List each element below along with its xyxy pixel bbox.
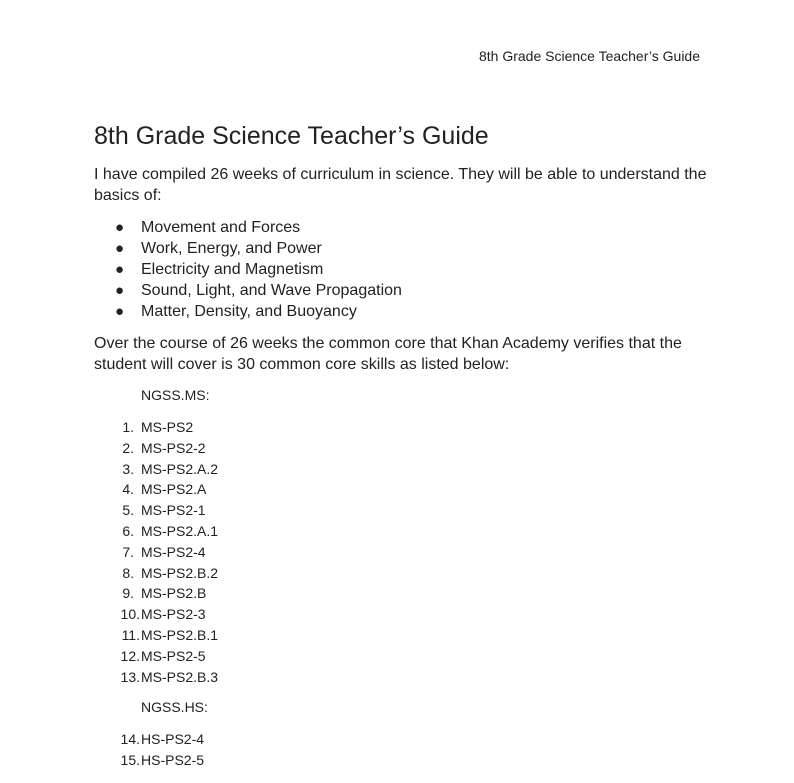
list-item (94, 479, 714, 500)
hs-skills-list (94, 729, 714, 771)
item-number: 4. (122, 481, 134, 498)
skill-code: MS-PS2-3 (141, 606, 206, 623)
list-item (94, 217, 714, 238)
skill-code: MS-PS2 (141, 419, 194, 435)
list-item (94, 521, 714, 542)
skill-code: MS-PS2.A (141, 481, 207, 498)
item-number: 10. (120, 606, 140, 623)
bullet-icon: ● (115, 303, 125, 320)
skill-code: MS-PS2.B.2 (141, 564, 219, 581)
item-number: 5. (122, 502, 134, 519)
document-body (94, 119, 714, 782)
list-item (94, 604, 714, 625)
skill-code: MS-PS2-5 (141, 647, 206, 664)
list-item (94, 583, 714, 604)
list-item (94, 280, 714, 301)
skill-code: HS-PS2-4 (141, 731, 205, 748)
running-header: 8th Grade Science Teacher’s Guide (478, 48, 700, 64)
list-item (94, 417, 714, 438)
list-item (94, 750, 714, 771)
item-number: 3. (122, 460, 134, 477)
skill-code: MS-PS2.B.3 (141, 668, 219, 685)
skill-code: MS-PS2.A.2 (141, 460, 219, 477)
list-item (94, 238, 714, 259)
ms-skills-list (94, 417, 714, 687)
skill-code: MS-PS2-4 (141, 543, 206, 560)
topics-list (94, 217, 714, 322)
bullet-icon: ● (115, 282, 125, 299)
intro-paragraph: I have compiled 26 weeks of curriculum in science. They will be able to understand the basics of: (94, 166, 707, 204)
overview-paragraph: Over the course of 26 weeks the common core that Khan Academy verifies that the student will cover is 30 common core skills as listed below: (94, 335, 682, 373)
list-item (94, 438, 714, 459)
list-item (94, 500, 714, 521)
document-title: 8th Grade Science Teacher’s Guide (94, 122, 489, 150)
list-item (94, 729, 714, 750)
skill-code: MS-PS2.B (141, 585, 207, 602)
hs-section-heading: NGSS.HS: (141, 699, 208, 716)
topic-label: Movement and Forces (141, 219, 301, 236)
list-item (94, 259, 714, 280)
item-number: 9. (122, 585, 134, 602)
item-number: 8. (122, 564, 134, 581)
item-number: 15. (120, 752, 140, 769)
item-number: 12. (120, 647, 140, 664)
list-item (94, 563, 714, 584)
list-item (94, 625, 714, 646)
item-number: 6. (122, 522, 134, 539)
topic-label: Matter, Density, and Buoyancy (141, 303, 357, 320)
skill-code: MS-PS2.A.1 (141, 522, 219, 539)
skill-code: MS-PS2.B.1 (141, 626, 219, 643)
list-item (94, 667, 714, 688)
list-item (94, 646, 714, 667)
list-item (94, 301, 714, 322)
list-item (94, 459, 714, 480)
list-item (94, 542, 714, 563)
topic-label: Work, Energy, and Power (141, 240, 322, 257)
bullet-icon: ● (115, 240, 125, 257)
bullet-icon: ● (115, 219, 125, 236)
skill-code: MS-PS2-1 (141, 502, 206, 519)
item-number: 1. (122, 419, 134, 435)
item-number: 7. (122, 543, 134, 560)
ms-section-heading: NGSS.MS: (141, 387, 210, 403)
topic-label: Sound, Light, and Wave Propagation (141, 282, 402, 299)
item-number: 11. (121, 626, 140, 643)
item-number: 2. (122, 439, 134, 456)
skill-code: HS-PS2-5 (141, 752, 205, 769)
topic-label: Electricity and Magnetism (141, 261, 324, 278)
skill-code: MS-PS2-2 (141, 439, 206, 456)
item-number: 13. (120, 668, 140, 685)
item-number: 14. (120, 731, 140, 748)
bullet-icon: ● (115, 261, 125, 278)
